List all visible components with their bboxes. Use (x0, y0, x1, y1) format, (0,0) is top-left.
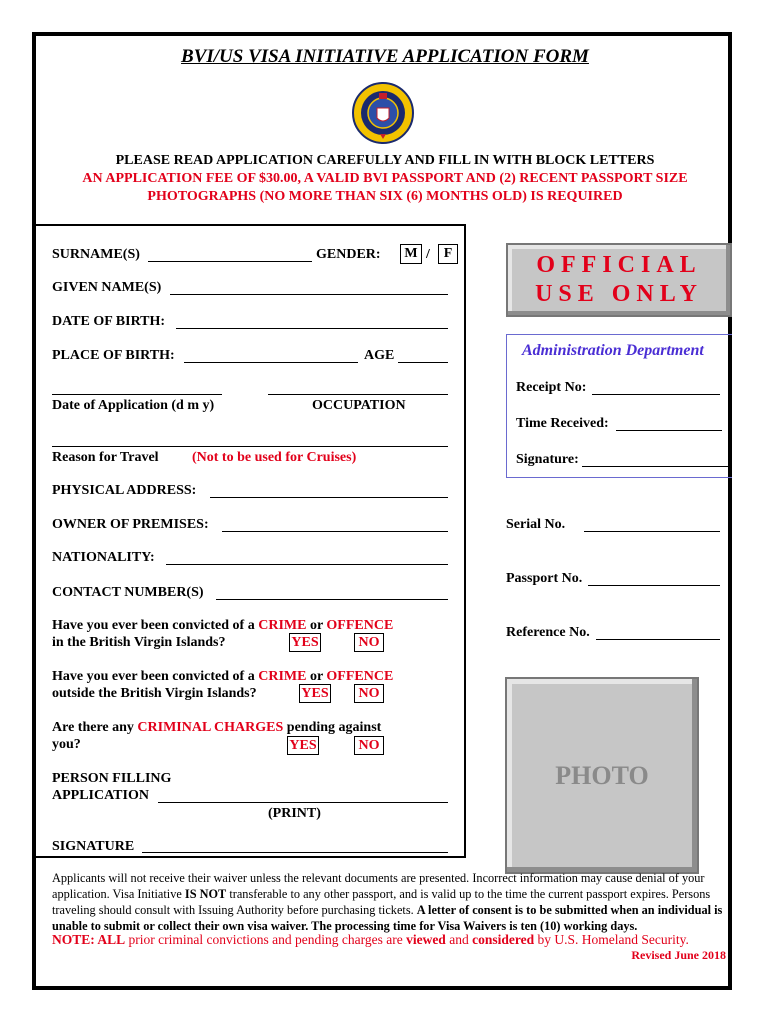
question-crime-bvi: Have you ever been convicted of a CRIME or OFFENCE (52, 618, 394, 633)
age-field[interactable] (398, 362, 448, 363)
owner-of-premises-label: OWNER OF PREMISES: (52, 517, 209, 532)
passport-label: Passport No. (506, 571, 583, 586)
instruction-fee: AN APPLICATION FEE OF $30.00, A VALID BVI PASSPORT AND (2) RECENT PASSPORT SIZE (82, 171, 688, 186)
official-line1: OFFICIAL (536, 252, 702, 278)
official-use-only-panel (506, 243, 732, 317)
footer-note: NOTE: ALL prior criminal convictions and pending charges are viewed and considered by U.S. Homeland Security. (52, 932, 689, 947)
physical-address-label: PHYSICAL ADDRESS: (52, 483, 197, 498)
time-received-field[interactable] (616, 430, 722, 431)
gender-separator: / (426, 247, 430, 262)
given-names-field[interactable] (170, 294, 448, 295)
reason-note: (Not to be used for Cruises) (192, 450, 357, 465)
person-filling-label: PERSON FILLING (52, 771, 172, 786)
gender-male-box[interactable]: M (400, 244, 422, 264)
signature-field[interactable] (142, 852, 448, 853)
admin-signature-field[interactable] (582, 466, 728, 467)
contact-number-label: CONTACT NUMBER(S) (52, 585, 204, 600)
date-of-application-field[interactable] (52, 394, 222, 395)
occupation-label: OCCUPATION (312, 398, 406, 413)
pob-label: PLACE OF BIRTH: (52, 348, 175, 363)
reason-for-travel-label: Reason for Travel (52, 450, 159, 465)
reference-label: Reference No. (506, 625, 590, 640)
instruction-block-letters: PLEASE READ APPLICATION CAREFULLY AND FILL IN WITH BLOCK LETTERS (115, 153, 655, 168)
section-bottom-border (34, 856, 466, 858)
section-top-border (34, 224, 466, 226)
q1-yes-box[interactable]: YES (289, 633, 321, 652)
dob-label: DATE OF BIRTH: (52, 314, 166, 329)
question-criminal-charges: Are there any CRIMINAL CHARGES pending against (52, 720, 382, 735)
occupation-field[interactable] (268, 394, 448, 395)
administration-title: Administration Department (522, 342, 704, 359)
print-hint: (PRINT) (268, 806, 321, 821)
application-label: APPLICATION (52, 788, 149, 803)
serial-field[interactable] (584, 531, 720, 532)
gender-label: GENDER: (316, 247, 381, 262)
time-received-label: Time Received: (516, 416, 609, 431)
form-title: BVI/US VISA INITIATIVE APPLICATION FORM (181, 46, 589, 67)
question-crime-bvi-line2: in the British Virgin Islands? (52, 635, 226, 650)
official-line2: USE ONLY (535, 281, 703, 307)
pob-field[interactable] (184, 362, 358, 363)
nationality-label: NATIONALITY: (52, 550, 155, 565)
q3-no-box[interactable]: NO (354, 736, 384, 755)
surname-label: SURNAME(S) (52, 247, 140, 262)
reference-field[interactable] (596, 639, 720, 640)
question-criminal-charges-line2: you? (52, 737, 81, 752)
q2-no-box[interactable]: NO (354, 684, 384, 703)
receipt-field[interactable] (592, 394, 720, 395)
question-crime-outside: Have you ever been convicted of a CRIME or OFFENCE (52, 669, 394, 684)
serial-label: Serial No. (506, 517, 566, 532)
surname-field[interactable] (148, 261, 312, 262)
given-names-label: GIVEN NAME(S) (52, 280, 162, 295)
reason-for-travel-field[interactable] (52, 446, 448, 447)
signature-label: SIGNATURE (52, 839, 135, 854)
photo-label: PHOTO (555, 761, 649, 790)
dob-field[interactable] (176, 328, 448, 329)
physical-address-field[interactable] (210, 497, 448, 498)
police-crest-emblem (352, 82, 414, 144)
date-of-application-label: Date of Application (d m y) (52, 398, 215, 413)
age-label: AGE (364, 348, 395, 363)
instruction-photographs: PHOTOGRAPHS (NO MORE THAN SIX (6) MONTHS OLD) IS REQUIRED (147, 189, 623, 204)
q3-yes-box[interactable]: YES (287, 736, 319, 755)
photo-box[interactable] (505, 677, 699, 874)
receipt-label: Receipt No: (516, 380, 587, 395)
footer-disclaimer: Applicants will not receive their waiver unless the relevant documents are presented. Incorrect information may cause denial of your application. Visa Initiative IS NOT transferable to any other passport, and is valid up to the time the current passport expires. Persons traveling should consult with Issuing Authority before purchasing tickets. A letter of consent is to be submitted when an individual is unable to submit or collect their own visa waiver. The processing time for Visa Waivers is ten (10) working days. (52, 871, 723, 933)
gender-female-box[interactable]: F (438, 244, 458, 264)
owner-of-premises-field[interactable] (222, 531, 448, 532)
passport-field[interactable] (588, 585, 720, 586)
admin-signature-label: Signature: (516, 452, 579, 467)
q1-no-box[interactable]: NO (354, 633, 384, 652)
person-filling-field[interactable] (158, 802, 448, 803)
nationality-field[interactable] (166, 564, 448, 565)
contact-number-field[interactable] (216, 599, 448, 600)
section-right-border (464, 224, 466, 858)
q2-yes-box[interactable]: YES (299, 684, 331, 703)
revised-date: Revised June 2018 (631, 948, 726, 962)
question-crime-outside-line2: outside the British Virgin Islands? (52, 686, 257, 701)
